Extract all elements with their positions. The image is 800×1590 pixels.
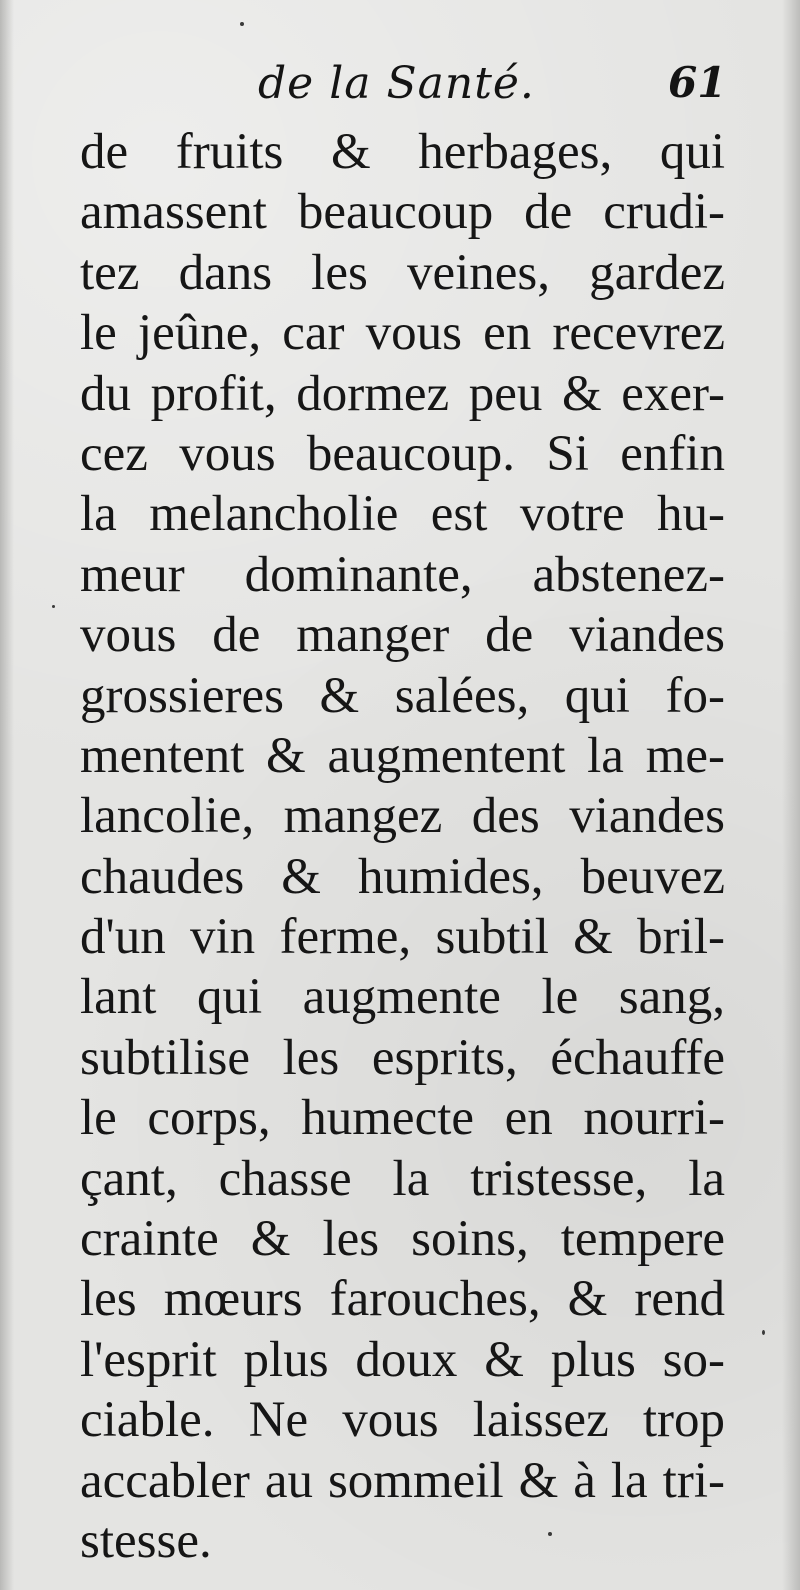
text-line: le jeûne, car vous en recevrez [80, 305, 725, 362]
text-line: çant, chasse la tristesse, la [80, 1150, 725, 1207]
paper-speck [52, 605, 55, 608]
paper-speck [240, 22, 244, 26]
text-line: ciable. Ne vous laissez trop [80, 1392, 725, 1449]
text-line: subtilise les esprits, échauffe [80, 1029, 725, 1086]
text-line: vous de manger de viandes [80, 607, 725, 664]
page-header [0, 48, 800, 118]
text-line: accabler au sommeil & à la tri- [80, 1452, 725, 1509]
paper-speck [548, 1532, 552, 1536]
text-line: tez dans les veines, gardez [80, 244, 725, 301]
body-text [80, 122, 725, 1571]
text-line: crainte & les soins, tempere [80, 1211, 725, 1268]
text-line: de fruits & herbages, qui [80, 124, 725, 180]
text-line: lancolie, mangez des viandes [80, 788, 725, 845]
paper-speck [762, 1330, 765, 1335]
running-head: de la Santé. [258, 58, 535, 109]
text-line: du profit, dormez peu & exer- [80, 365, 725, 422]
text-line: grossieres & salées, qui fo- [80, 667, 725, 724]
text-line: l'esprit plus doux & plus so- [80, 1331, 725, 1388]
page-number: 61 [668, 58, 727, 107]
text-line: cez vous beaucoup. Si enfin [80, 425, 725, 482]
text-line: chaudes & humides, beuvez [80, 848, 725, 905]
text-line: mentent & augmentent la me- [80, 727, 725, 784]
text-line: les mœurs farouches, & rend [80, 1271, 725, 1328]
text-line: lant qui augmente le sang, [80, 969, 725, 1026]
page-right-edge-shadow [782, 0, 800, 1590]
text-line: meur dominante, abstenez- [80, 546, 725, 603]
text-line: d'un vin ferme, subtil & bril- [80, 909, 725, 966]
text-line-final: stesse. [80, 1512, 212, 1569]
page-left-edge-shadow [0, 0, 14, 1590]
text-line: le corps, humecte en nourri- [80, 1090, 725, 1147]
text-line: amassent beaucoup de crudi- [80, 184, 725, 241]
text-line: la melancholie est votre hu- [80, 486, 725, 543]
